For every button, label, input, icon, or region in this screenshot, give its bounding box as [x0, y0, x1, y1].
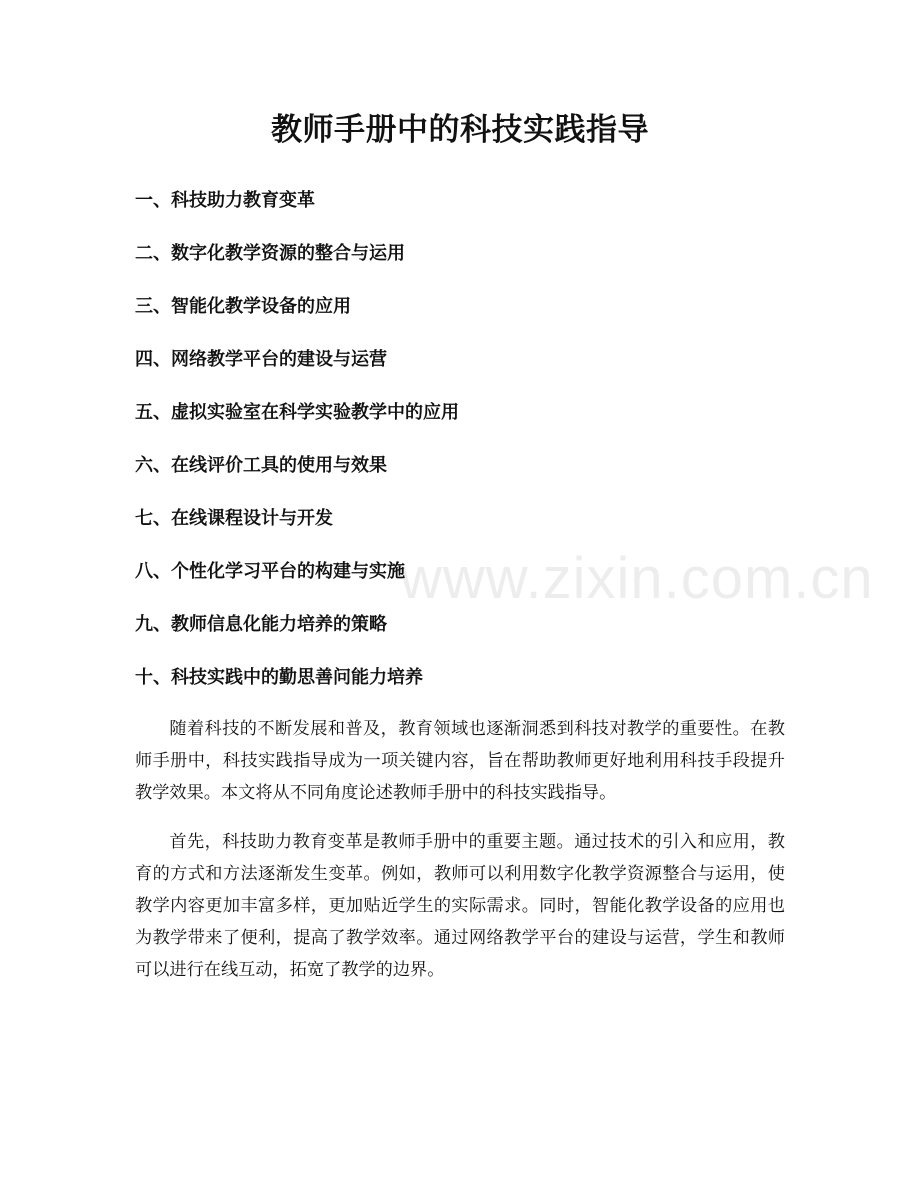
paragraph: 首先，科技助力教育变革是教师手册中的重要主题。通过技术的引入和应用，教育的方式和方法逐渐发生变革。例如，教师可以利用数字化教学资源整合与运用，使教学内容更加丰富多样，更加贴近学生的实际需求。同时，智能化教学设备的应用也为教学带来了便利，提高了教学效率。通过网络教学平台的建设与运营，学生和教师可以进行在线互动，拓宽了教学的边界。 [135, 832, 785, 980]
toc-item: 一、科技助力教育变革 [135, 190, 315, 211]
toc-item: 七、在线课程设计与开发 [135, 508, 333, 529]
toc-item: 二、数字化教学资源的整合与运用 [135, 243, 405, 264]
toc-item: 四、网络教学平台的建设与运营 [135, 349, 387, 370]
toc-item: 八、个性化学习平台的构建与实施 [135, 561, 405, 582]
body-text [135, 713, 785, 1003]
table-of-contents [135, 186, 795, 716]
toc-item: 九、教师信息化能力培养的策略 [135, 614, 387, 635]
toc-item: 三、智能化教学设备的应用 [135, 296, 351, 317]
toc-item: 十、科技实践中的勤思善问能力培养 [135, 667, 423, 688]
toc-item: 六、在线评价工具的使用与效果 [135, 455, 387, 476]
page-title: 教师手册中的科技实践指导 [271, 112, 649, 148]
watermark: www.zixin.com.cn [400, 546, 874, 611]
toc-item: 五、虚拟实验室在科学实验教学中的应用 [135, 402, 459, 423]
paragraph: 随着科技的不断发展和普及，教育领域也逐渐洞悉到科技对教学的重要性。在教师手册中，科技实践指导成为一项关键内容，旨在帮助教师更好地利用科技手段提升教学效果。本文将从不同角度论述教师手册中的科技实践指导。 [135, 719, 785, 803]
